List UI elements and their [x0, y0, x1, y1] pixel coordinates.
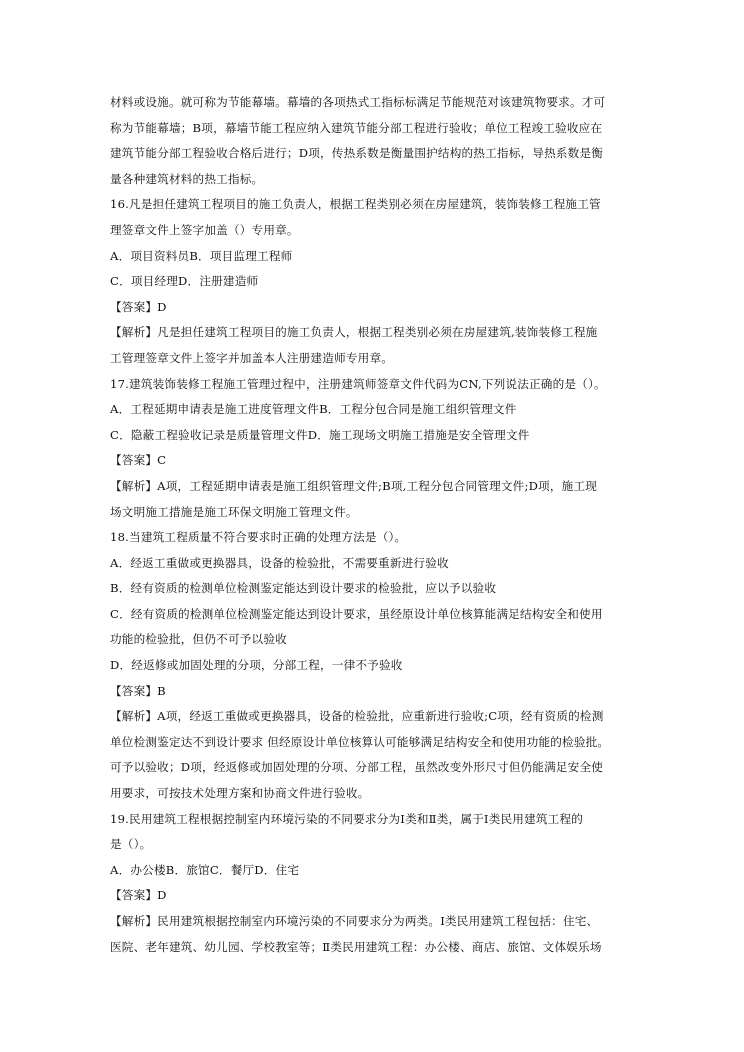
analysis-line: 可予以验收；D项，经返修或加固处理的分项、分部工程，虽然改变外形尺寸但仍能满足安全使 — [110, 760, 604, 775]
option-line: D．经返修或加固处理的分项，分部工程，一律不予验收 — [110, 658, 403, 673]
option-line: B．经有资质的检测单位检测鉴定能达到设计要求的检验批，应以予以验收 — [110, 581, 497, 596]
question-19-line: 19.民用建筑工程根据控制室内环境污染的不同要求分为Ⅰ类和Ⅱ类，属于Ⅰ类民用建筑工程的 — [110, 811, 584, 826]
option-line: C．隐蔽工程验收记录是质量管理文件D．施工现场文明施工措施是安全管理文件 — [110, 427, 530, 442]
analysis-line: 医院、老年建筑、幼儿园、学校教室等；Ⅱ类民用建筑工程：办公楼、商店、旅馆、文体娱乐场 — [110, 939, 602, 954]
answer-line: 【答案】D — [110, 299, 167, 314]
analysis-line: 用要求，可按技术处理方案和协商文件进行验收。 — [110, 786, 370, 801]
analysis-line: 单位检测鉴定达不到设计要求 但经原设计单位核算认可能够满足结构安全和使用功能的检验批。 — [110, 734, 610, 749]
text-line: 量各种建筑材料的热工指标。 — [110, 171, 264, 186]
option-line: 功能的检验批，但仍不可予以验收 — [110, 632, 287, 647]
question-16-line: 16.凡是担任建筑工程项目的施工负责人，根据工程类别必须在房屋建筑，装饰装修工程施工管 — [110, 197, 601, 212]
option-line: A．经返工重做或更换器具，设备的检验批，不需要重新进行验收 — [110, 555, 449, 570]
text-line: 称为节能幕墙；B项，幕墙节能工程应纳入建筑节能分部工程进行验收；单位工程竣工验收应在 — [110, 120, 603, 135]
question-18-line: 18.当建筑工程质量不符合要求时正确的处理方法是（）。 — [110, 530, 407, 545]
answer-line: 【答案】D — [110, 888, 167, 903]
analysis-line: 【解析】民用建筑根据控制室内环境污染的不同要求分为两类。Ⅰ类民用建筑工程包括：住宅、 — [110, 914, 599, 928]
page-content — [110, 90, 635, 960]
question-17-line: 17.建筑装饰装修工程施工管理过程中，注册建筑师签章文件代码为CN,下列说法正确的是（）。 — [110, 376, 606, 391]
option-line: C．项目经理D．注册建造师 — [110, 274, 259, 289]
question-19-line: 是（）。 — [110, 837, 152, 852]
answer-line: 【答案】C — [110, 453, 167, 468]
analysis-line: 【解析】A项，经返工重做或更换器具，设备的检验批，应重新进行验收;C项，经有资质的检测 — [110, 709, 604, 724]
option-line: A．项目资料员B．项目监理工程师 — [110, 248, 293, 263]
analysis-line: 场文明施工措施是施工环保文明施工管理文件。 — [110, 504, 358, 519]
option-line: A．办公楼B．旅馆C．餐厅D．住宅 — [110, 862, 300, 877]
text-line: 材料或设施。就可称为节能幕墙。幕墙的各项热式工指标标满足节能规范对该建筑物要求。才可 — [110, 95, 606, 109]
option-line: C．经有资质的检测单位检测鉴定能达到设计要求，虽经原设计单位核算能满足结构安全和使用 — [110, 606, 603, 621]
analysis-line: 【解析】凡是担任建筑工程项目的施工负责人，根据工程类别必须在房屋建筑,装饰装修工程施 — [110, 325, 598, 340]
answer-line: 【答案】B — [110, 683, 166, 698]
analysis-line: 工管理签章文件上签字并加盖本人注册建造师专用章。 — [110, 350, 394, 365]
option-line: A．工程延期申请表是施工进度管理文件B．工程分包合同是施工组织管理文件 — [110, 402, 517, 417]
analysis-line: 【解析】A项，工程延期申请表是施工组织管理文件;B项,工程分包合同管理文件;D项，施工现 — [110, 478, 598, 493]
text-line: 建筑节能分部工程验收合格后进行；D项，传热系数是衡量围护结构的热工指标，导热系数是衡 — [110, 146, 604, 161]
question-16-line: 理签章文件上签字加盖（）专用章。 — [110, 222, 299, 237]
